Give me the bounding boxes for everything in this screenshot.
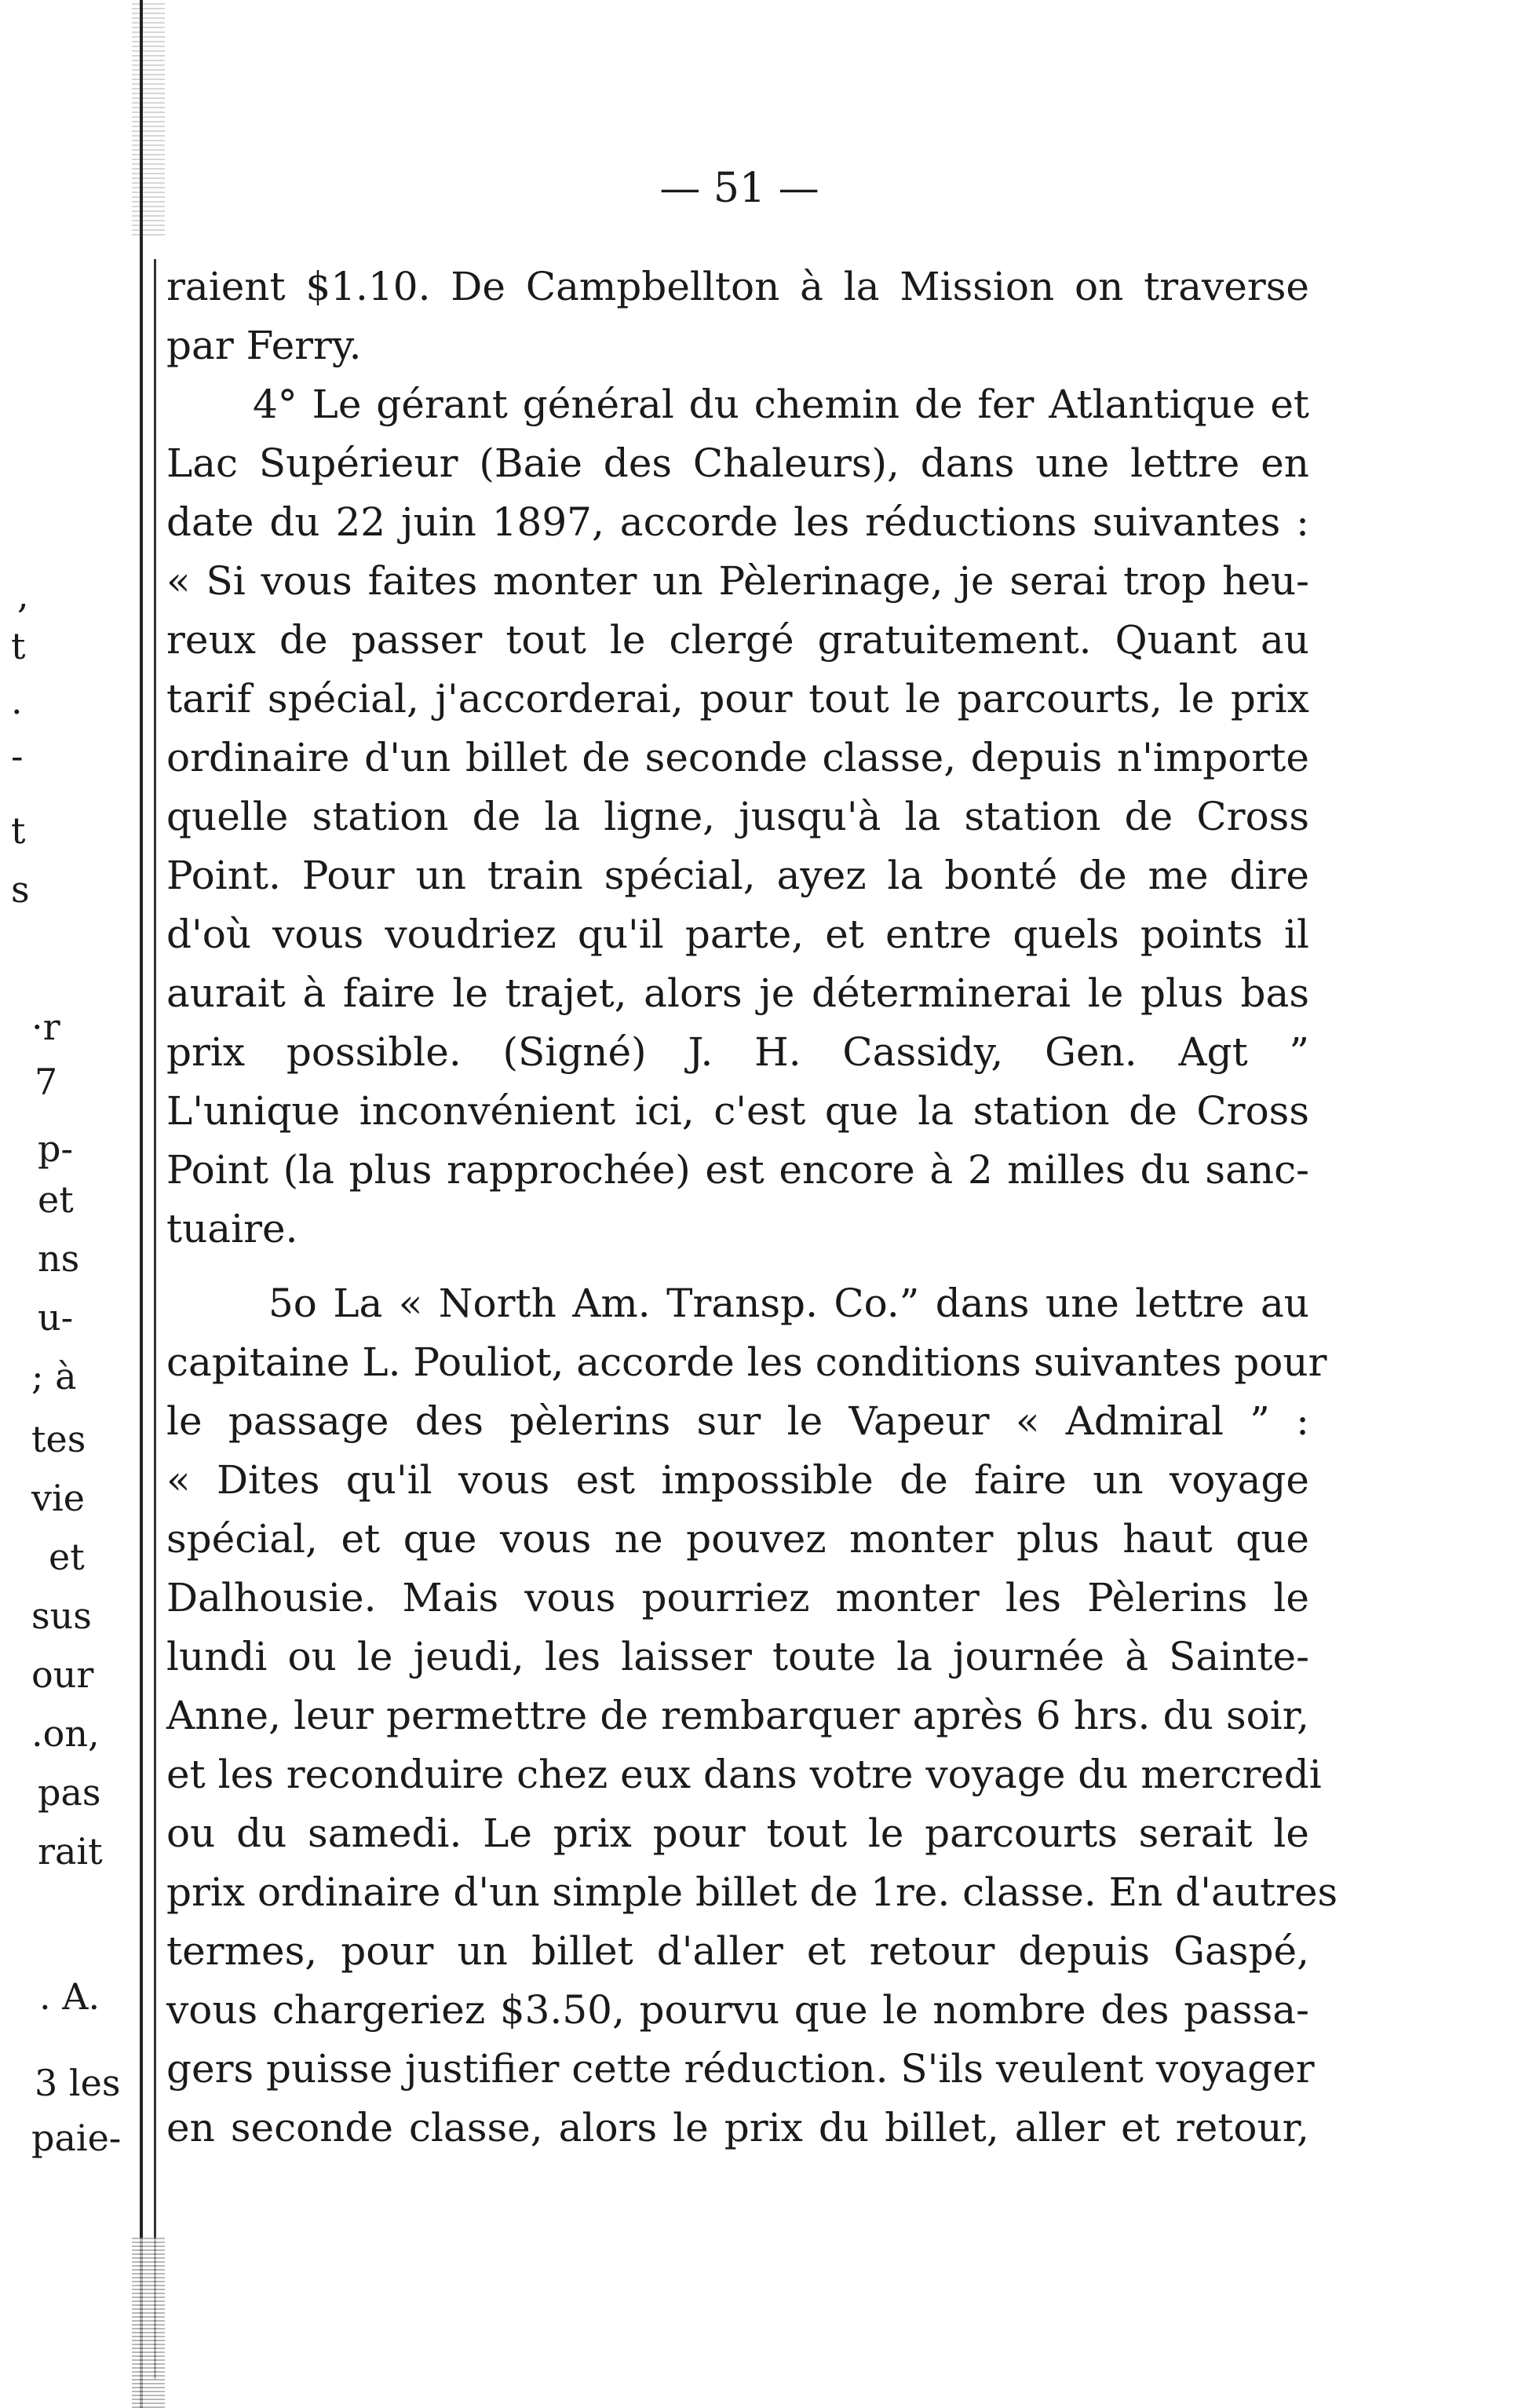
facing-fragment: s (11, 868, 30, 911)
text-line: L'unique inconvénient ici, c'est que la station de Cross (166, 1088, 1309, 1134)
text-line: lundi ou le jeudi, les laisser toute la journée à Sainte- (166, 1634, 1309, 1679)
text-line: aurait à faire le trajet, alors je déterminerai le plus bas (166, 970, 1309, 1016)
facing-fragment: tes (31, 1418, 86, 1460)
text-line: reux de passer tout le clergé gratuitement. Quant au (166, 617, 1309, 663)
text-line: prix possible. (Signé) J. H. Cassidy, Gen. Agt ” (166, 1029, 1309, 1075)
facing-fragment: ·r (31, 1006, 60, 1048)
facing-fragment: t (11, 625, 26, 667)
text-line: ou du samedi. Le prix pour tout le parcourts serait le (166, 1811, 1309, 1856)
text-line: « Si vous faites monter un Pèlerinage, je serai trop heu- (166, 558, 1309, 604)
text-line: date du 22 juin 1897, accorde les réductions suivantes : (166, 499, 1309, 545)
text-line: ordinaire d'un billet de seconde classe, depuis n'importe (166, 735, 1309, 780)
facing-fragment: ns (38, 1237, 80, 1280)
facing-fragment: rait (38, 1830, 103, 1873)
text-line: 5o La « North Am. Transp. Co.” dans une lettre au (268, 1281, 1309, 1326)
facing-fragment: p- (38, 1127, 73, 1170)
text-line: Anne, leur permettre de rembarquer après 6 hrs. du soir, (166, 1693, 1309, 1738)
text-line: Lac Supérieur (Baie des Chaleurs), dans une lettre en (166, 440, 1309, 486)
text-line: prix ordinaire d'un simple billet de 1re. classe. En d'autres (166, 1869, 1338, 1915)
facing-fragment: pas (38, 1771, 101, 1814)
facing-fragment: .on, (31, 1712, 100, 1755)
text-line: d'où vous voudriez qu'il parte, et entre quels points il (166, 912, 1309, 957)
facing-fragment: , (17, 574, 29, 616)
text-line: spécial, et que vous ne pouvez monter plus haut que (166, 1516, 1309, 1562)
facing-fragment: . (11, 680, 23, 722)
gutter-shadow (132, 0, 165, 236)
text-line: Dalhousie. Mais vous pourriez monter les Pèlerins le (166, 1575, 1309, 1621)
text-line: quelle station de la ligne, jusqu'à la station de Cross (166, 794, 1309, 839)
gutter-shadow (132, 2238, 165, 2408)
text-line: vous chargeriez $3.50, pourvu que le nombre des passa- (166, 1987, 1309, 2033)
text-line: 4° Le gérant général du chemin de fer Atlantique et (253, 382, 1309, 427)
text-line: termes, pour un billet d'aller et retour depuis Gaspé, (166, 1928, 1309, 1974)
text-line: par Ferry. (166, 323, 362, 368)
text-line: « Dites qu'il vous est impossible de faire un voyage (166, 1457, 1309, 1503)
facing-fragment: ; à (31, 1355, 77, 1398)
facing-fragment: sus (31, 1595, 92, 1637)
text-line: gers puisse justifier cette réduction. S'ils veulent voyager (166, 2046, 1315, 2092)
facing-fragment: t (11, 809, 26, 852)
facing-fragment: vie (31, 1477, 85, 1519)
text-line: tarif spécial, j'accorderai, pour tout le parcourts, le prix (166, 676, 1309, 722)
facing-fragment: 3 les (35, 2062, 121, 2104)
facing-fragment: u- (38, 1296, 74, 1339)
facing-fragment: - (11, 735, 24, 777)
facing-fragment: paie- (31, 2117, 122, 2159)
text-line: tuaire. (166, 1206, 298, 1252)
facing-fragment: et (38, 1178, 74, 1221)
facing-fragment: our (31, 1653, 94, 1696)
facing-fragment: . A. (39, 1975, 100, 2018)
text-line: raient $1.10. De Campbellton à la Mission on traverse (166, 264, 1309, 309)
gutter-rule (154, 259, 156, 2379)
text-line: et les reconduire chez eux dans votre voyage du mercredi (166, 1752, 1322, 1797)
text-block (166, 0, 1338, 2408)
text-line: le passage des pèlerins sur le Vapeur « Admiral ” : (166, 1398, 1309, 1444)
facing-fragment: 7 (35, 1061, 58, 1103)
text-line: en seconde classe, alors le prix du billet, aller et retour, (166, 2105, 1309, 2150)
facing-fragment: et (49, 1536, 85, 1578)
text-line: Point (la plus rapprochée) est encore à 2 milles du sanc- (166, 1147, 1309, 1193)
page-number: — 51 — (659, 165, 819, 212)
gutter-rule (140, 0, 143, 2408)
text-line: capitaine L. Pouliot, accorde les conditions suivantes pour (166, 1339, 1327, 1385)
text-line: Point. Pour un train spécial, ayez la bonté de me dire (166, 853, 1309, 898)
binding-gutter (132, 0, 165, 2408)
facing-page-edge (0, 0, 130, 2408)
